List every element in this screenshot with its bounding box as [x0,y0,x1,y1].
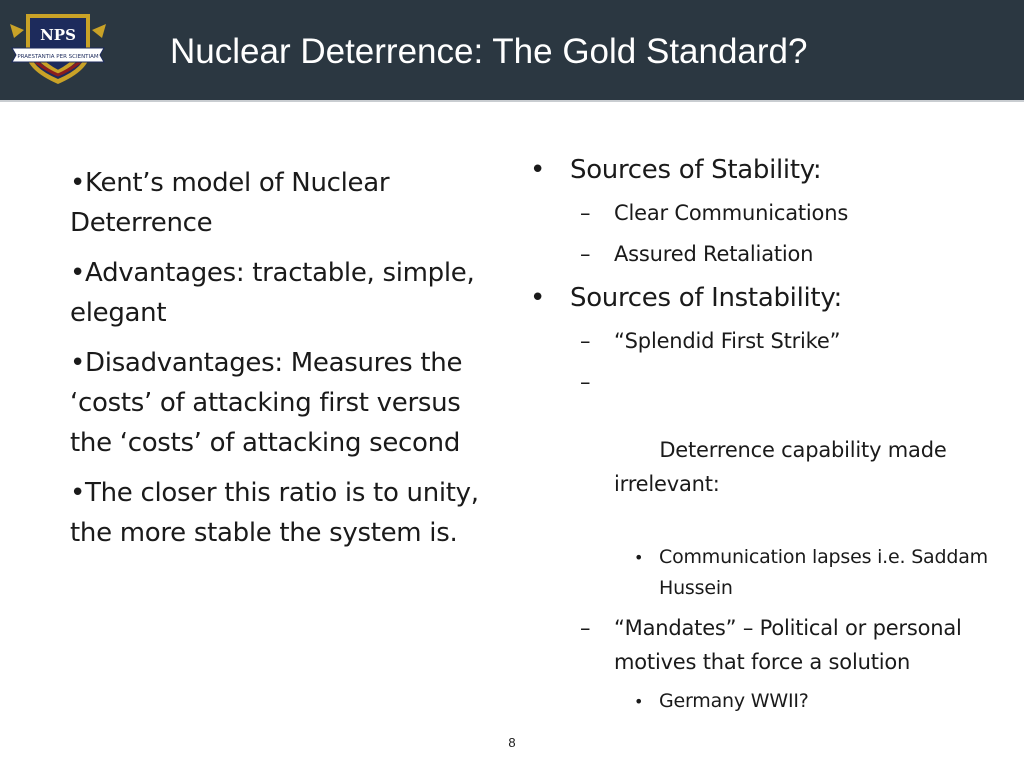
instability-item-text: “Splendid First Strike” [614,329,841,353]
bullet-icon: • [70,478,86,508]
stability-item [528,196,988,230]
instability-item-text: Deterrence capability made irrelevant: [614,438,954,496]
instability-item [528,324,988,358]
stability-item-text: Assured Retaliation [614,242,814,266]
stability-item-text: Clear Communications [614,201,849,225]
right-bullet-list [528,150,988,724]
logo-motto: PRAESTANTIA PER SCIENTIAM [17,54,99,60]
bullet-icon: • [634,548,644,567]
instability-item [528,611,988,679]
left-bullet-item [70,163,510,243]
dash-icon: – [580,329,591,353]
instability-sub-item-text: Germany WWII? [659,690,809,712]
stability-heading [528,150,988,190]
bullet-icon: • [70,168,86,198]
dash-icon: – [580,242,591,266]
left-bullet-text: Kent’s model of Nuclear Deterrence [70,168,390,238]
dash-icon: – [580,370,591,394]
bullet-icon: • [634,692,644,711]
left-bullet-item [70,473,510,553]
instability-sub-item [528,686,988,717]
left-bullet-list [70,163,510,563]
nps-crest-icon [8,8,108,88]
instability-item-text: “Mandates” – Political or personal motives that force a solution [614,616,962,674]
stability-heading-text: Sources of Stability: [570,155,822,185]
instability-heading [528,278,988,318]
stability-item [528,237,988,271]
page-number: 8 [508,735,516,750]
left-bullet-item [70,253,510,333]
instability-item [528,365,988,535]
bullet-icon: • [530,155,546,185]
left-bullet-text: Advantages: tractable, simple, elegant [70,258,475,328]
slide-title: Nuclear Deterrence: The Gold Standard? [170,32,808,71]
instability-sub-item [528,542,988,604]
left-bullet-text: The closer this ratio is to unity, the more stable the system is. [70,478,479,548]
logo-text: NPS [40,26,76,44]
left-bullet-item [70,343,510,463]
left-bullet-text: Disadvantages: Measures the ‘costs’ of attacking first versus the ‘costs’ of attacking second [70,348,463,458]
bullet-icon: • [70,258,86,288]
bullet-icon: • [530,283,546,313]
instability-sub-item-text: Communication lapses i.e. Saddam Hussein [659,546,988,599]
instability-heading-text: Sources of Instability: [570,283,842,313]
dash-icon: – [580,616,591,640]
bullet-icon: • [70,348,86,378]
title-bar [0,0,1024,102]
dash-icon: – [580,201,591,225]
